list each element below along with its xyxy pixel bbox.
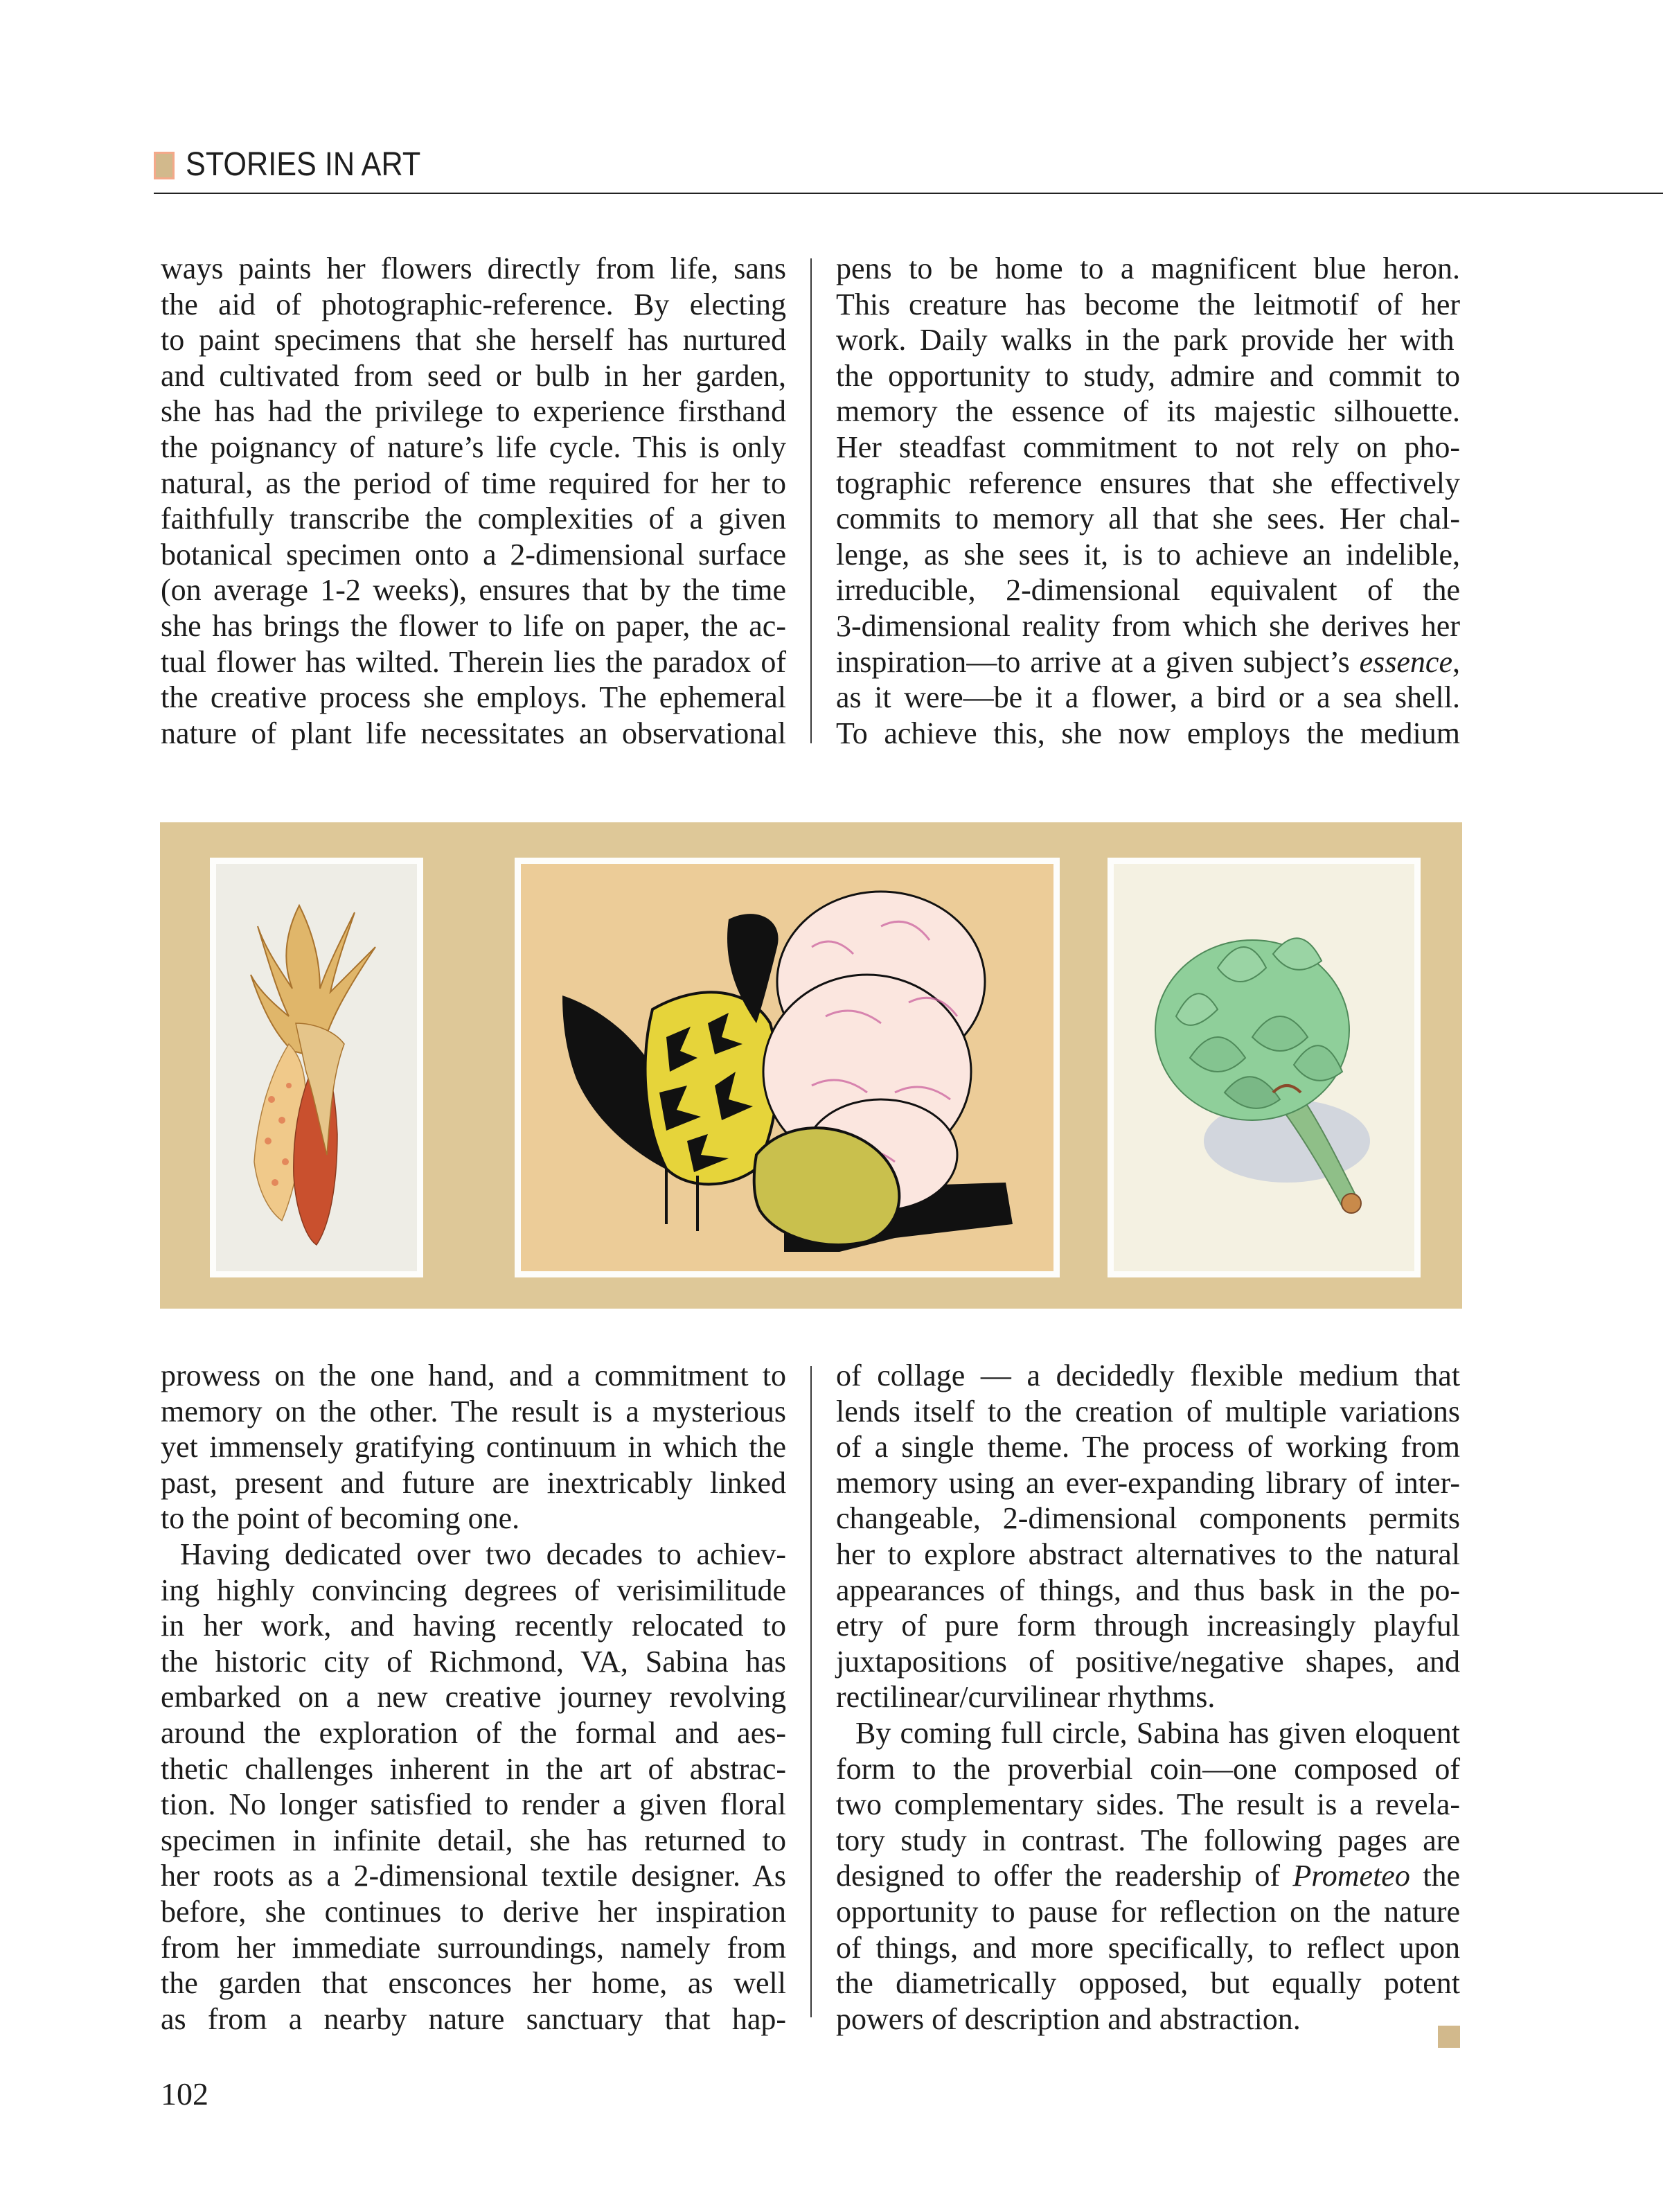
text-line-content: lenge, as she sees it, is to achieve an indelible, bbox=[836, 537, 1460, 572]
text-line-inner bbox=[161, 466, 786, 502]
text-line-content: 3-dimensional reality from which she derives her bbox=[836, 608, 1460, 643]
text-line bbox=[836, 466, 1460, 502]
text-line bbox=[836, 358, 1460, 394]
text-line-content: thetic challenges inherent in the art of abstrac- bbox=[161, 1751, 786, 1786]
text-line-content: two complementary sides. The result is a revela- bbox=[836, 1787, 1460, 1822]
collage-artwork bbox=[521, 864, 1053, 1271]
text-line-inner bbox=[836, 1429, 1460, 1465]
text-line-content: ways paints her flowers directly from life, sans bbox=[161, 251, 786, 285]
text-line bbox=[161, 1930, 786, 1966]
text-line-content: designed to offer the readership of bbox=[836, 1859, 1293, 1893]
text-line-inner bbox=[161, 1358, 786, 1394]
text-line-inner bbox=[836, 1894, 1460, 1930]
text-line-content: her roots as a 2-dimensional textile designer. As bbox=[161, 1859, 786, 1893]
text-line-inner bbox=[161, 680, 786, 716]
text-line-content: before, she continues to derive her inspiration bbox=[161, 1894, 786, 1929]
text-line-content: yet immensely gratifying continuum in which the bbox=[161, 1430, 786, 1465]
text-line-inner bbox=[836, 572, 1460, 608]
text-line bbox=[161, 358, 786, 394]
text-line bbox=[836, 1394, 1460, 1430]
text-line-inner bbox=[836, 1823, 1460, 1859]
text-line-inner bbox=[161, 287, 786, 323]
text-line bbox=[836, 644, 1460, 680]
text-line-content: in her work, and having recently relocated to bbox=[161, 1609, 786, 1643]
text-line-content: the aid of photographic-reference. By electing bbox=[161, 287, 786, 321]
text-line-inner bbox=[161, 358, 786, 394]
artwork-frame-artichoke bbox=[1108, 858, 1421, 1277]
text-line-inner bbox=[161, 1823, 786, 1859]
text-line bbox=[161, 430, 786, 466]
text-line bbox=[161, 1858, 786, 1894]
text-line-content: of a single theme. The process of working from bbox=[836, 1430, 1460, 1465]
text-line-inner bbox=[161, 644, 786, 680]
text-line-content: tographic reference ensures that she effectively bbox=[836, 466, 1460, 500]
text-line-inner bbox=[161, 1573, 786, 1609]
text-line-inner bbox=[161, 2001, 786, 2037]
text-line bbox=[161, 608, 786, 644]
text-line bbox=[161, 1358, 786, 1394]
artwork-frame-collage bbox=[515, 858, 1060, 1277]
text-line-content: of things, and more specifically, to reflect upon bbox=[836, 1930, 1460, 1965]
text-line bbox=[161, 393, 786, 430]
text-line-inner bbox=[836, 1965, 1460, 2001]
text-line-inner bbox=[161, 1429, 786, 1465]
text-line bbox=[161, 680, 786, 716]
text-line-inner bbox=[836, 608, 1460, 644]
text-line-inner bbox=[161, 1394, 786, 1430]
text-line bbox=[836, 1679, 1460, 1715]
text-line bbox=[161, 1787, 786, 1823]
text-line bbox=[161, 1465, 786, 1501]
text-line bbox=[161, 251, 786, 287]
text-line-content: the opportunity to study, admire and commit to bbox=[836, 358, 1460, 393]
column-divider-top bbox=[810, 258, 812, 743]
text-line-inner bbox=[836, 393, 1460, 430]
section-marker-icon bbox=[154, 152, 175, 179]
text-line bbox=[836, 393, 1460, 430]
text-line bbox=[161, 537, 786, 573]
text-line-content: opportunity to pause for reflection on the nature bbox=[836, 1894, 1460, 1929]
text-line bbox=[836, 1858, 1460, 1894]
text-line-inner bbox=[836, 1394, 1460, 1430]
column-top-right bbox=[836, 251, 1460, 751]
column-bottom-left bbox=[161, 1358, 786, 2037]
text-line-content: to paint specimens that she herself has nurtured bbox=[161, 323, 786, 357]
text-line-content: inspiration—to arrive at a given subject’s bbox=[836, 644, 1360, 679]
text-line bbox=[836, 537, 1460, 573]
text-line-inner bbox=[836, 1608, 1460, 1644]
text-line-content: she has had the privilege to experience firsthand bbox=[161, 394, 786, 429]
text-line-content: This creature has become the leitmotif of her bbox=[836, 287, 1460, 321]
italic-text: Prometeo bbox=[1292, 1859, 1410, 1893]
text-line-content: specimen in infinite detail, she has returned to bbox=[161, 1823, 786, 1857]
end-of-article-marker-icon bbox=[1438, 2026, 1460, 2048]
bird-and-flower-collage-icon bbox=[521, 864, 1053, 1271]
text-line-inner bbox=[161, 322, 786, 358]
text-line bbox=[161, 1573, 786, 1609]
text-line-content: the diametrically opposed, but equally potent bbox=[836, 1966, 1460, 2001]
text-line bbox=[836, 1608, 1460, 1644]
text-line bbox=[161, 1429, 786, 1465]
text-line-content: commits to memory all that she sees. Her chal- bbox=[836, 502, 1460, 536]
text-line-inner bbox=[161, 1787, 786, 1823]
column-top-left bbox=[161, 251, 786, 751]
section-title: STORIES IN ART bbox=[186, 146, 421, 183]
text-line-inner bbox=[161, 430, 786, 466]
text-line-content: her to explore abstract alternatives to the natural bbox=[836, 1537, 1460, 1571]
column-bottom-right bbox=[836, 1358, 1460, 2037]
text-line-inner bbox=[161, 537, 786, 573]
text-line-content: By coming full circle, Sabina has given eloquent bbox=[855, 1715, 1460, 1750]
text-line-inner bbox=[161, 572, 786, 608]
page-number: 102 bbox=[161, 2076, 208, 2112]
text-line-inner bbox=[836, 680, 1460, 716]
text-line-content: To achieve this, she now employs the medium bbox=[836, 716, 1460, 750]
text-line-inner bbox=[161, 1679, 786, 1715]
text-line bbox=[836, 1894, 1460, 1930]
text-line-inner bbox=[161, 1965, 786, 2001]
column-divider-bottom bbox=[810, 1366, 812, 2017]
text-line-inner bbox=[161, 1930, 786, 1966]
corn-artwork bbox=[216, 864, 417, 1271]
text-line-inner bbox=[161, 716, 786, 752]
text-line bbox=[161, 1823, 786, 1859]
text-line-inner bbox=[180, 1537, 786, 1573]
text-line bbox=[161, 1965, 786, 2001]
text-line-inner bbox=[836, 430, 1460, 466]
text-line-inner bbox=[161, 1465, 786, 1501]
text-line-content: past, present and future are inextricably linked bbox=[161, 1465, 786, 1500]
text-line-content: (on average 1-2 weeks), ensures that by the time bbox=[161, 573, 786, 608]
text-line bbox=[161, 466, 786, 502]
text-line-inner bbox=[161, 608, 786, 644]
text-line bbox=[161, 501, 786, 537]
text-line-content: around the exploration of the formal and aes- bbox=[161, 1715, 786, 1750]
text-line bbox=[836, 1465, 1460, 1501]
text-line-content: changeable, 2-dimensional components permits bbox=[836, 1501, 1460, 1536]
text-line-content: she has brings the flower to life on paper, the ac- bbox=[161, 608, 786, 643]
text-line bbox=[836, 1715, 1460, 1751]
text-line-content: from her immediate surroundings, namely from bbox=[161, 1930, 786, 1965]
text-line-content: form to the proverbial coin—one composed of bbox=[836, 1751, 1460, 1786]
corn-illustration-icon bbox=[216, 864, 417, 1271]
text-line-content: etry of pure form through increasingly playful bbox=[836, 1609, 1460, 1643]
header-rule bbox=[154, 193, 1663, 194]
text-line bbox=[836, 1751, 1460, 1787]
text-line-inner bbox=[836, 1501, 1460, 1537]
text-line bbox=[161, 1751, 786, 1787]
text-line bbox=[836, 1930, 1460, 1966]
text-line bbox=[161, 1394, 786, 1430]
text-line-content: botanical specimen onto a 2-dimensional surface bbox=[161, 537, 786, 572]
text-line-inner bbox=[836, 251, 1460, 287]
text-line-inner bbox=[836, 501, 1460, 537]
text-line bbox=[836, 2001, 1460, 2037]
text-line bbox=[836, 1965, 1460, 2001]
italic-text: essence bbox=[1359, 644, 1452, 679]
text-line-content: the historic city of Richmond, VA, Sabina has bbox=[161, 1644, 786, 1679]
text-line bbox=[161, 1608, 786, 1644]
text-line-inner bbox=[161, 1858, 786, 1894]
text-line-inner bbox=[161, 251, 786, 287]
text-line bbox=[161, 1894, 786, 1930]
text-line-content: work. Daily walks in the park provide her with bbox=[836, 323, 1455, 357]
text-line-content: prowess on the one hand, and a commitment to bbox=[161, 1359, 786, 1392]
text-line bbox=[836, 1537, 1460, 1573]
text-line-content: appearances of things, and thus bask in the po- bbox=[836, 1573, 1460, 1607]
text-line bbox=[161, 1537, 786, 1573]
text-line-inner bbox=[836, 1787, 1460, 1823]
text-line-content: memory on the other. The result is a mysterious bbox=[161, 1394, 786, 1428]
text-line-inner bbox=[836, 1465, 1460, 1501]
text-line-inner bbox=[836, 322, 1455, 358]
text-line-inner bbox=[161, 1715, 786, 1751]
text-line-content: faithfully transcribe the complexities of a given bbox=[161, 502, 786, 536]
text-line-inner bbox=[161, 1751, 786, 1787]
artwork-panel bbox=[160, 822, 1462, 1309]
text-line bbox=[836, 251, 1460, 287]
text-line-content: of collage — a decidedly flexible medium that bbox=[836, 1359, 1460, 1392]
text-line-inner bbox=[836, 1358, 1460, 1394]
text-line bbox=[161, 1679, 786, 1715]
text-line-content: pens to be home to a magnificent blue heron. bbox=[836, 251, 1460, 285]
text-line-inner bbox=[836, 1751, 1460, 1787]
text-line bbox=[161, 572, 786, 608]
text-line-content: the creative process she employs. The ephemeral bbox=[161, 680, 786, 715]
text-line-content: rectilinear/curvilinear rhythms. bbox=[836, 1680, 1216, 1715]
text-line-inner bbox=[836, 1573, 1460, 1609]
artwork-frame-corn bbox=[210, 858, 423, 1277]
text-line bbox=[836, 1823, 1460, 1859]
text-line-content: as it were—be it a flower, a bird or a sea shell. bbox=[836, 680, 1460, 715]
text-line-content: ing highly convincing degrees of verisimilitude bbox=[161, 1573, 786, 1607]
text-line-content: Her steadfast commitment to not rely on pho- bbox=[836, 430, 1460, 464]
text-line-inner bbox=[836, 466, 1460, 502]
text-line bbox=[836, 1787, 1460, 1823]
text-line bbox=[836, 716, 1460, 752]
text-line-inner bbox=[161, 1644, 786, 1680]
text-line-inner bbox=[855, 1715, 1460, 1751]
text-line bbox=[836, 287, 1460, 323]
text-line-content: embarked on a new creative journey revolving bbox=[161, 1680, 786, 1715]
text-line-content: tual flower has wilted. Therein lies the paradox of bbox=[161, 644, 786, 679]
text-line bbox=[836, 501, 1460, 537]
text-line-inner bbox=[836, 644, 1460, 680]
text-line-inner bbox=[161, 501, 786, 537]
text-line-content: lends itself to the creation of multiple variations bbox=[836, 1394, 1460, 1428]
text-line-inner bbox=[836, 1858, 1460, 1894]
text-line-content: memory the essence of its majestic silhouette. bbox=[836, 394, 1460, 429]
artichoke-artwork bbox=[1114, 864, 1414, 1271]
artichoke-illustration-icon bbox=[1114, 864, 1414, 1271]
text-line bbox=[836, 680, 1460, 716]
text-line-content: the garden that ensconces her home, as well bbox=[161, 1966, 786, 2001]
text-line bbox=[161, 2001, 786, 2037]
text-line bbox=[836, 1501, 1460, 1537]
text-line-suffix: the bbox=[1409, 1859, 1461, 1893]
text-line bbox=[836, 1358, 1460, 1394]
text-line bbox=[836, 608, 1460, 644]
text-line-inner bbox=[836, 537, 1460, 573]
text-line bbox=[836, 1573, 1460, 1609]
text-line bbox=[836, 1644, 1460, 1680]
text-line bbox=[161, 644, 786, 680]
text-line-content: nature of plant life necessitates an observational bbox=[161, 716, 786, 750]
text-line-inner bbox=[836, 1644, 1460, 1680]
text-line-content: irreducible, 2-dimensional equivalent of the bbox=[836, 573, 1460, 608]
text-line-inner bbox=[836, 1930, 1460, 1966]
text-line-content: Having dedicated over two decades to achiev- bbox=[180, 1537, 786, 1571]
text-line-inner bbox=[161, 393, 786, 430]
text-line bbox=[836, 430, 1460, 466]
text-line bbox=[161, 716, 786, 752]
text-line-content: and cultivated from seed or bulb in her garden, bbox=[161, 358, 786, 393]
text-line bbox=[836, 1429, 1460, 1465]
text-line-content: powers of description and abstraction. bbox=[836, 2001, 1301, 2036]
text-line bbox=[161, 287, 786, 323]
text-line-content: tory study in contrast. The following pages are bbox=[836, 1823, 1460, 1857]
text-line-inner bbox=[161, 1608, 786, 1644]
text-line-inner bbox=[836, 1537, 1460, 1573]
text-line-content: the poignancy of nature’s life cycle. This is only bbox=[161, 430, 786, 464]
text-line-suffix: , bbox=[1452, 644, 1460, 679]
text-line-inner bbox=[836, 287, 1460, 323]
text-line-content: memory using an ever-expanding library of inter- bbox=[836, 1465, 1460, 1500]
text-line-inner bbox=[836, 358, 1460, 394]
text-line-inner bbox=[836, 716, 1460, 752]
text-line-content: as from a nearby nature sanctuary that hap- bbox=[161, 2001, 786, 2036]
text-line bbox=[161, 1644, 786, 1680]
text-line bbox=[161, 1715, 786, 1751]
text-line-inner bbox=[161, 1894, 786, 1930]
text-line bbox=[836, 322, 1460, 358]
text-line-content: natural, as the period of time required for her to bbox=[161, 466, 786, 500]
text-line-content: juxtapositions of positive/negative shapes, and bbox=[836, 1644, 1460, 1679]
text-line bbox=[161, 322, 786, 358]
text-line-content: to the point of becoming one. bbox=[161, 1501, 520, 1536]
text-line bbox=[836, 572, 1460, 608]
text-line-content: tion. No longer satisfied to render a given floral bbox=[161, 1787, 786, 1822]
text-line bbox=[161, 1501, 786, 1537]
